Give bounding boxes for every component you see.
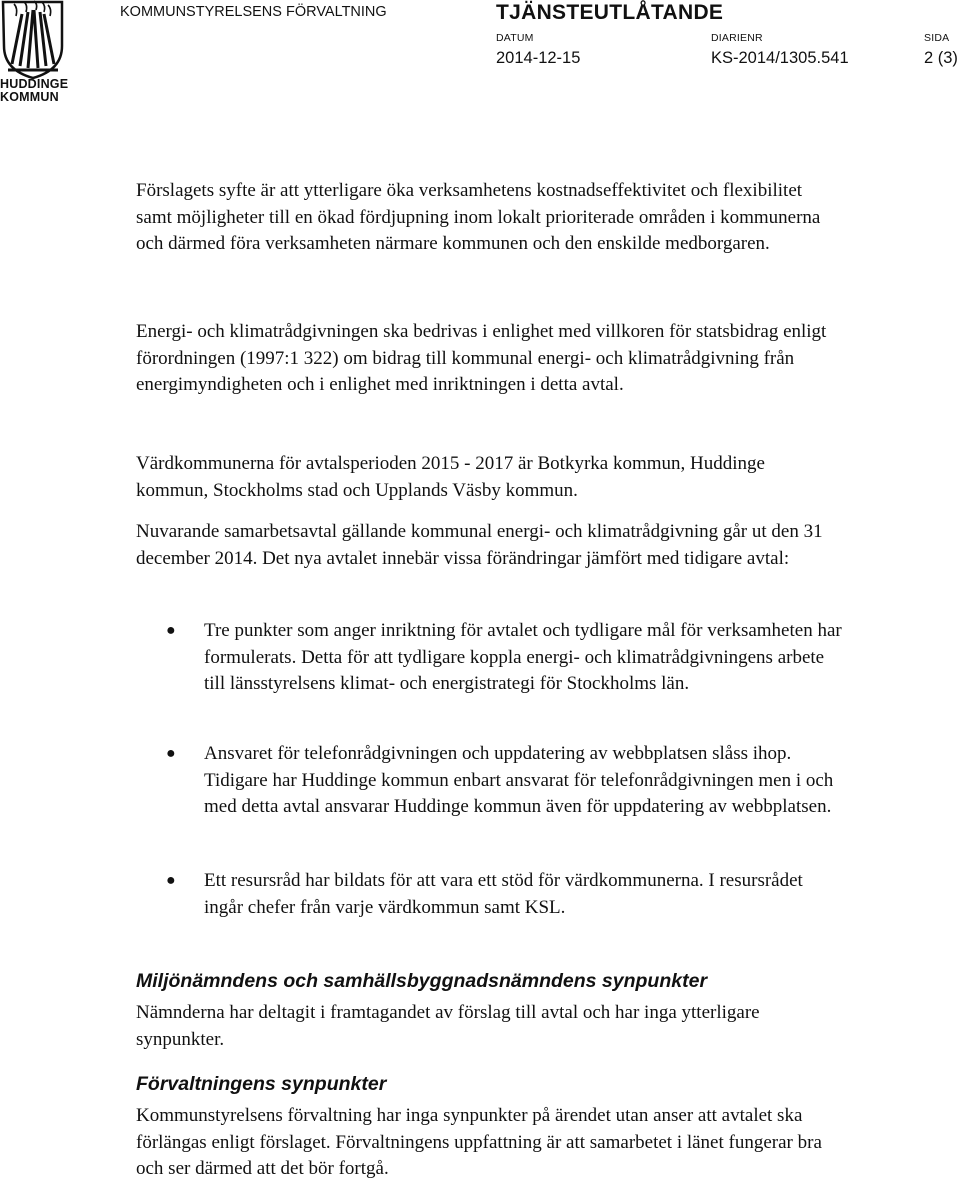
document-type: TJÄNSTEUTLÅTANDE <box>496 1 724 24</box>
paragraph-purpose: Förslagets syfte är att ytterligare öka verksamhetens kostnadseffektivitet och flexibilitet samt möjligheter till en ökad fördjupning inom lokalt prioriterade områden i kommunerna och därmed föra verksamheten närmare kommunen och den enskilde medborgaren. <box>136 180 821 254</box>
diarie-label: DIARIENR <box>711 32 763 44</box>
logo-text-line1: HUDDINGE <box>0 77 69 91</box>
bullet-icon: ● <box>166 622 176 639</box>
paragraph-conditions: Energi- och klimatrådgivningen ska bedrivas i enlighet med villkoren för statsbidrag enligt förordningen (1997:1 322) om bidrag till kommunal energi- och klimatrådgivning från energimyndigheten och i enlighet med inriktningen i detta avtal. <box>136 321 827 395</box>
list-item-text: Ett resursråd har bildats för att vara ett stöd för värdkommunerna. I resursrådet ingår chefer från varje värdkommun samt KSL. <box>204 870 803 918</box>
page-number: 2 (3) <box>924 49 958 67</box>
coat-of-arms-icon <box>0 0 66 80</box>
huddinge-logo <box>0 0 69 108</box>
list-item-text: Ansvaret för telefonrådgivningen och uppdatering av webbplatsen slåss ihop. Tidigare har Huddinge kommun enbart ansvarat för telefonrådgivningen men i och med detta avtal ansvarar Huddinge kommun även för uppdatering av webbplatsen. <box>204 743 834 817</box>
page-label: SIDA <box>924 32 950 44</box>
date-value: 2014-12-15 <box>496 49 581 67</box>
section-heading-administration: Förvaltningens synpunkter <box>136 1073 387 1095</box>
date-label: DATUM <box>496 32 534 44</box>
bullet-icon: ● <box>166 872 176 889</box>
bullet-icon: ● <box>166 745 176 762</box>
diarie-value: KS-2014/1305.541 <box>711 49 849 67</box>
logo-text-line2: KOMMUN <box>0 90 59 104</box>
section-heading-committees: Miljönämndens och samhällsbyggnadsnämndens synpunkter <box>136 970 708 992</box>
paragraph-host-municipalities: Värdkommunerna för avtalsperioden 2015 - 2017 är Botkyrka kommun, Huddinge kommun, Stockholms stad och Upplands Väsby kommun. <box>136 453 765 501</box>
paragraph-current-agreement: Nuvarande samarbetsavtal gällande kommunal energi- och klimatrådgivning går ut den 31 december 2014. Det nya avtalet innebär vissa förändringar jämfört med tidigare avtal: <box>136 521 823 569</box>
paragraph-administration-opinion: Kommunstyrelsens förvaltning har inga synpunkter på ärendet utan anser att avtalet ska förlängas enligt förslaget. Förvaltningens uppfattning är att samarbetet i länet fungerar bra och ser därmed att det bör fortgå. <box>136 1105 822 1179</box>
organization-name: KOMMUNSTYRELSENS FÖRVALTNING <box>120 4 387 20</box>
paragraph-committees-opinion: Nämnderna har deltagit i framtagandet av förslag till avtal och har inga ytterligare synpunkter. <box>136 1002 760 1050</box>
list-item-text: Tre punkter som anger inriktning för avtalet och tydligare mål för verksamheten har formulerats. Detta för att tydligare koppla energi- och klimatrådgivningens arbete till länsstyrelsens klimat- och energistrategi för Stockholms län. <box>204 620 842 694</box>
